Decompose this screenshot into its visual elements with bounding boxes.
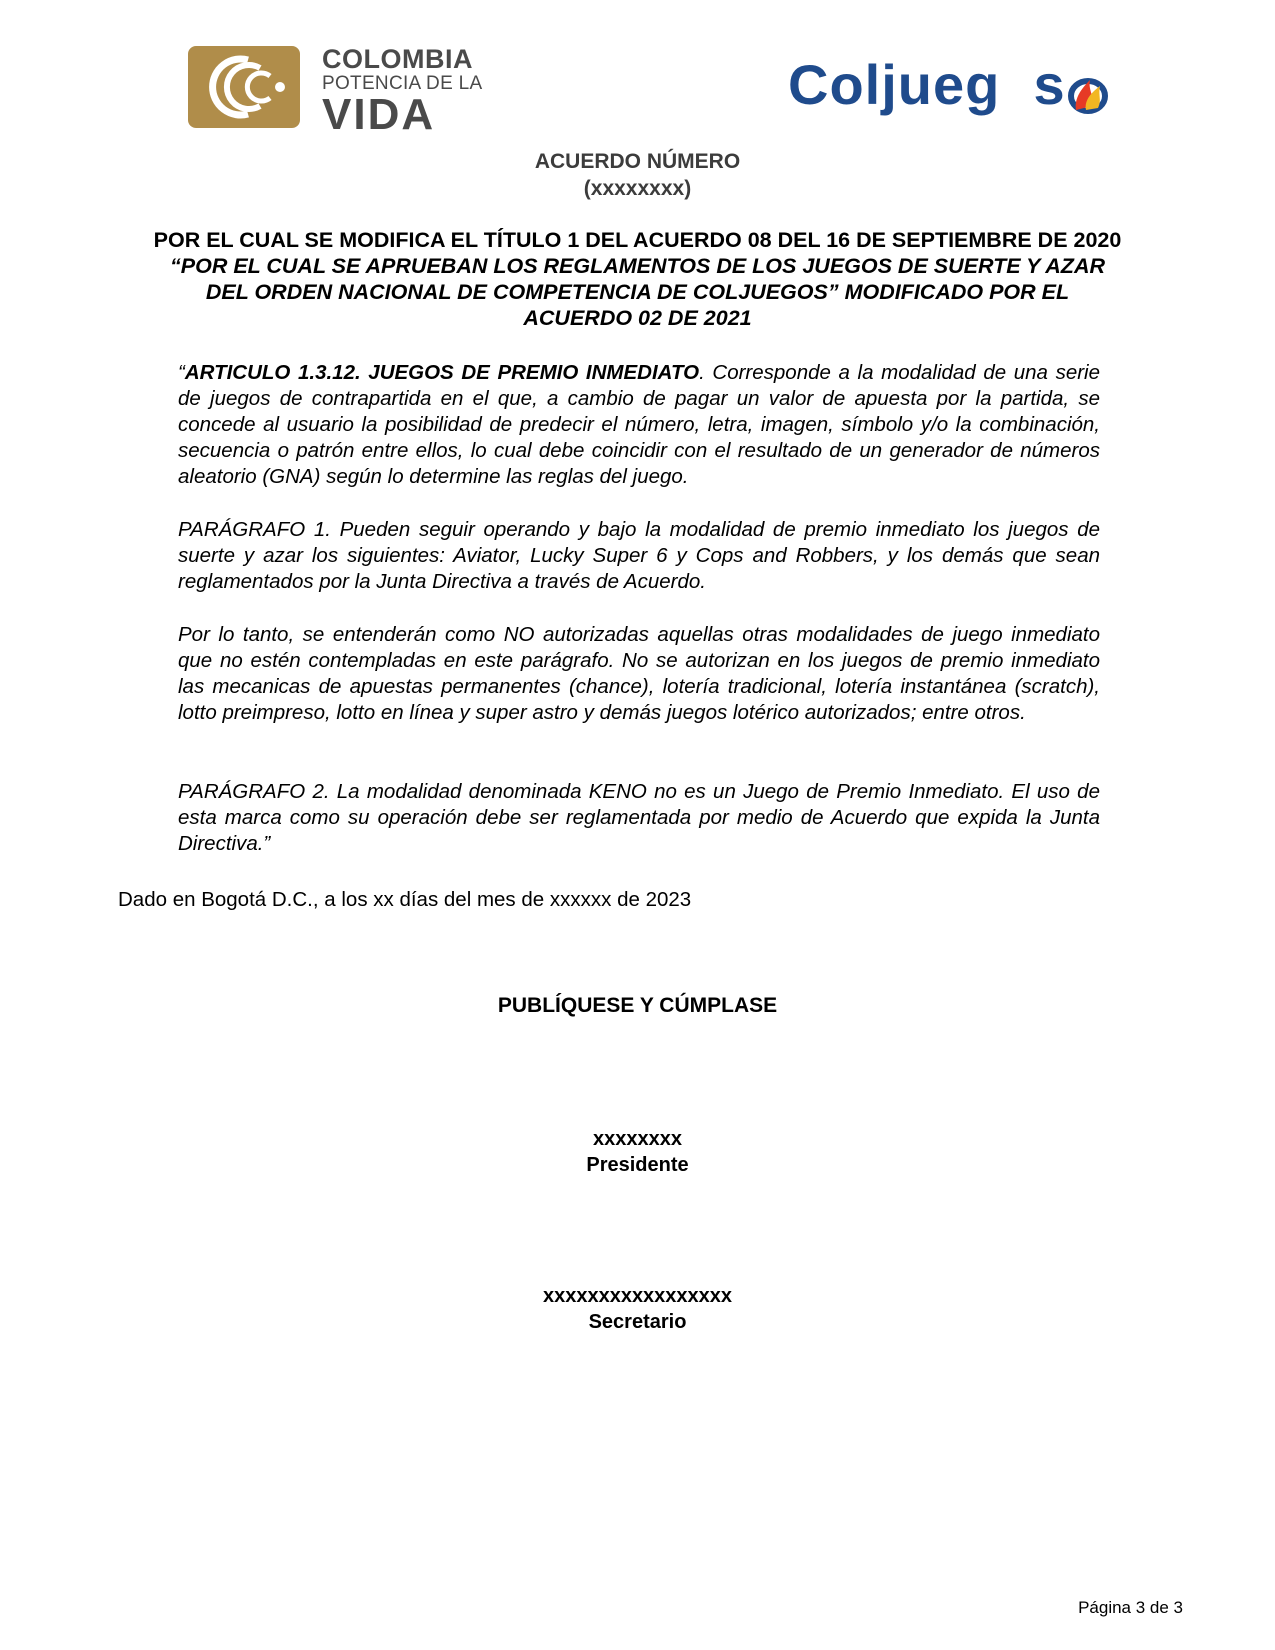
colombia-wordmark bbox=[322, 46, 482, 137]
paragrafo-1-text: PARÁGRAFO 1. Pueden seguir operando y bajo la modalidad de premio inmediato los juegos de suerte y azar los siguientes: Aviator, Lucky Super 6 y Cops and Robbers, y los demás que sean reglamentados por la Junta Directiva a través de Acuerdo. bbox=[178, 518, 1100, 593]
dado-en-line: Dado en Bogotá D.C., a los xx días del mes de xxxxxx de 2023 bbox=[118, 888, 692, 911]
article-paragraph bbox=[178, 360, 1100, 490]
title-line-1: POR EL CUAL SE MODIFICA EL TÍTULO 1 DEL ACUERDO 08 DEL 16 DE SEPTIEMBRE DE 2020 bbox=[153, 228, 1122, 252]
document-title bbox=[0, 227, 1275, 331]
colombia-potencia-logo bbox=[188, 44, 488, 139]
logo-line-3: VIDA bbox=[322, 90, 436, 139]
presidente-name: xxxxxxxx bbox=[593, 1128, 682, 1150]
acuerdo-number: (xxxxxxxx) bbox=[583, 177, 692, 200]
presidente-role: Presidente bbox=[586, 1154, 689, 1176]
secretario-role: Secretario bbox=[588, 1311, 687, 1333]
signature-secretario bbox=[0, 1283, 1275, 1335]
flame-icon bbox=[1064, 74, 1112, 114]
paragrafo-2 bbox=[178, 779, 1100, 857]
coljuegos-logo bbox=[788, 50, 1158, 120]
logo-line-1: COLOMBIA bbox=[322, 44, 473, 74]
paragrafo-1 bbox=[178, 517, 1100, 595]
publiquese-heading: PUBLÍQUESE Y CÚMPLASE bbox=[497, 994, 778, 1017]
paragrafo-2-text: PARÁGRAFO 2. La modalidad denominada KENO no es un Juego de Premio Inmediato. El uso de esta marca como su operación debe ser reglamentada por medio de Acuerdo que expida la Junta Directiva.” bbox=[178, 780, 1100, 855]
title-line-4: ACUERDO 02 DE 2021 bbox=[523, 306, 752, 330]
secretario-name: xxxxxxxxxxxxxxxxx bbox=[542, 1285, 733, 1307]
por-lo-tanto-text: Por lo tanto, se entenderán como NO autorizadas aquellas otras modalidades de juego inmediato que no estén contempladas en este parágrafo. No se autorizan en los juegos de premio inmediato las mecanicas de apuestas permanentes (chance), lotería tradicional, lotería instantánea (scratch), lotto preimpreso, lotto en línea y super astro y demás juegos lotérico autorizados; entre otros. bbox=[178, 623, 1100, 724]
por-lo-tanto-paragraph bbox=[178, 622, 1100, 726]
acuerdo-label: ACUERDO NÚMERO bbox=[534, 150, 741, 173]
acuerdo-header bbox=[0, 148, 1275, 202]
open-quote: “ bbox=[178, 361, 185, 384]
logo-line-2: POTENCIA DE LA bbox=[322, 73, 483, 94]
article-heading: ARTICULO 1.3.12. JUEGOS DE PREMIO INMEDIATO bbox=[184, 361, 700, 384]
title-line-3: DEL ORDEN NACIONAL DE COMPETENCIA DE COLJUEGOS” MODIFICADO POR EL bbox=[205, 280, 1070, 304]
title-line-2: “POR EL CUAL SE APRUEBAN LOS REGLAMENTOS DE LOS JUEGOS DE SUERTE Y AZAR bbox=[170, 254, 1105, 278]
coljuegos-wordmark: Coljueg s bbox=[788, 53, 1066, 116]
signature-presidente bbox=[0, 1126, 1275, 1178]
page-number: Página 3 de 3 bbox=[1078, 1598, 1183, 1617]
article-text: . Corresponde a la modalidad de una serie de juegos de contrapartida en el que, a cambio de pagar un valor de apuesta por la partida, se concede al usuario la posibilidad de predecir el número, letra, imagen, símbolo y/o la combinación, secuencia o patrón entre ellos, lo cual debe coincidir con el resultado de un generador de números aleatorio (GNA) según lo determine las reglas del juego. bbox=[178, 361, 1101, 488]
colombia-emblem-icon bbox=[188, 46, 300, 128]
